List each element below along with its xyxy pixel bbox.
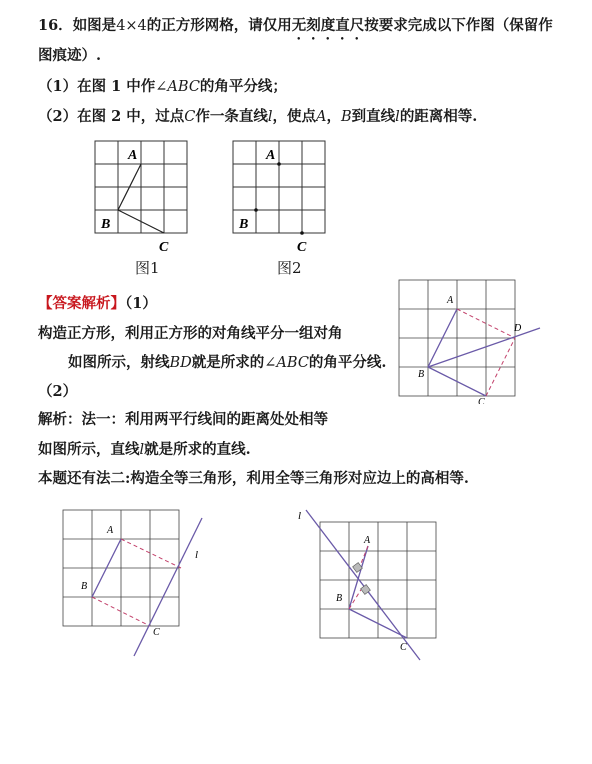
angle-symbol: ∠ABC xyxy=(264,355,309,371)
line-l xyxy=(306,510,420,660)
figure-1 xyxy=(88,138,198,258)
perp-from-b xyxy=(349,588,362,609)
answer-part-1-number: （1） xyxy=(125,295,157,312)
part2-text: 的距离相等. xyxy=(399,108,478,125)
label-l: l xyxy=(195,549,199,561)
grid-size: 4×4 xyxy=(116,18,147,34)
point-c xyxy=(300,231,304,235)
answer-part-2-number: （2） xyxy=(38,383,78,400)
point-a xyxy=(277,162,281,166)
point-label: C xyxy=(184,109,196,125)
answer-p2-line2 xyxy=(38,440,251,460)
dashed-a-horizontal xyxy=(121,539,181,568)
answer-header: 【答案解析】 xyxy=(38,295,125,312)
label-l: l xyxy=(298,510,302,522)
label-a: A xyxy=(447,295,454,306)
label-b: B xyxy=(101,217,111,232)
grid-answer-2 xyxy=(63,510,179,626)
answer-text: 如图所示，直线 xyxy=(38,441,140,458)
answer-header-line xyxy=(38,294,157,314)
label-b: B xyxy=(418,369,425,380)
question-line-2: 图痕迹）. xyxy=(38,47,102,64)
label-c: C xyxy=(159,240,169,255)
part2-text: ， xyxy=(326,108,342,125)
grid-answer-1 xyxy=(399,280,515,396)
answer-text: 的角平分线. xyxy=(308,354,387,371)
answer-text: 就是所求的 xyxy=(191,354,265,371)
emphasized-text: 无刻度直尺 xyxy=(291,17,365,34)
answer-p1-line2 xyxy=(68,353,386,373)
question-text: 按要求完成以下作图（保留作 xyxy=(364,17,553,34)
line-label: l xyxy=(139,442,145,458)
ray-label: BD xyxy=(169,355,192,371)
part2-text: 到直线 xyxy=(351,108,396,125)
answer-text: 就是所求的直线. xyxy=(144,441,251,458)
label-b: B xyxy=(336,593,343,604)
label-c: C xyxy=(478,397,485,404)
point-label: A xyxy=(316,109,327,125)
question-text: 的正方形网格，请仅用 xyxy=(146,17,292,34)
point-label: B xyxy=(341,109,352,125)
label-a: A xyxy=(107,525,114,536)
segment-ba xyxy=(349,546,368,609)
point-b xyxy=(254,208,258,212)
angle-symbol: ∠ABC xyxy=(155,79,200,95)
label-a: A xyxy=(266,148,276,163)
part2-text: 作一条直线 xyxy=(195,108,268,125)
question-line-1 xyxy=(38,16,553,43)
part2-text: ，使点 xyxy=(272,108,317,125)
label-a: A xyxy=(128,148,138,163)
label-c: C xyxy=(400,642,407,653)
answer-figure-2 xyxy=(55,506,225,662)
grid-answer-3 xyxy=(320,522,436,638)
answer-figure-3 xyxy=(292,506,442,664)
answer-p2-line1: 解析：法一：利用两平行线间的距离处处相等 xyxy=(38,411,328,428)
label-d: D xyxy=(514,323,522,334)
question-part-1 xyxy=(38,77,287,97)
question-text: 如图是 xyxy=(72,17,117,34)
label-b: B xyxy=(81,581,88,592)
question-part-2 xyxy=(38,107,477,127)
part2-text: （2）在图 2 中，过点 xyxy=(38,108,185,125)
figure-2-caption: 图2 xyxy=(277,259,302,277)
label-a: A xyxy=(364,535,371,546)
part1-text: 的角平分线； xyxy=(199,78,287,95)
answer-p2-line3: 本题还有法二:构造全等三角形，利用全等三角形对应边上的高相等. xyxy=(38,470,469,487)
part1-text: （1）在图 1 中作 xyxy=(38,78,156,95)
label-b: B xyxy=(239,217,249,232)
label-c: C xyxy=(153,627,160,638)
line-label: l xyxy=(395,109,400,125)
figure-2 xyxy=(226,138,336,258)
answer-figure-1 xyxy=(390,272,550,404)
question-number: 16． xyxy=(38,17,73,34)
figure-1-caption: 图1 xyxy=(135,259,160,277)
line-label: l xyxy=(267,109,273,125)
answer-p1-line1: 构造正方形，利用正方形的对角线平分一组对角 xyxy=(38,325,343,342)
label-c: C xyxy=(297,240,307,255)
answer-text: 如图所示，射线 xyxy=(68,354,170,371)
